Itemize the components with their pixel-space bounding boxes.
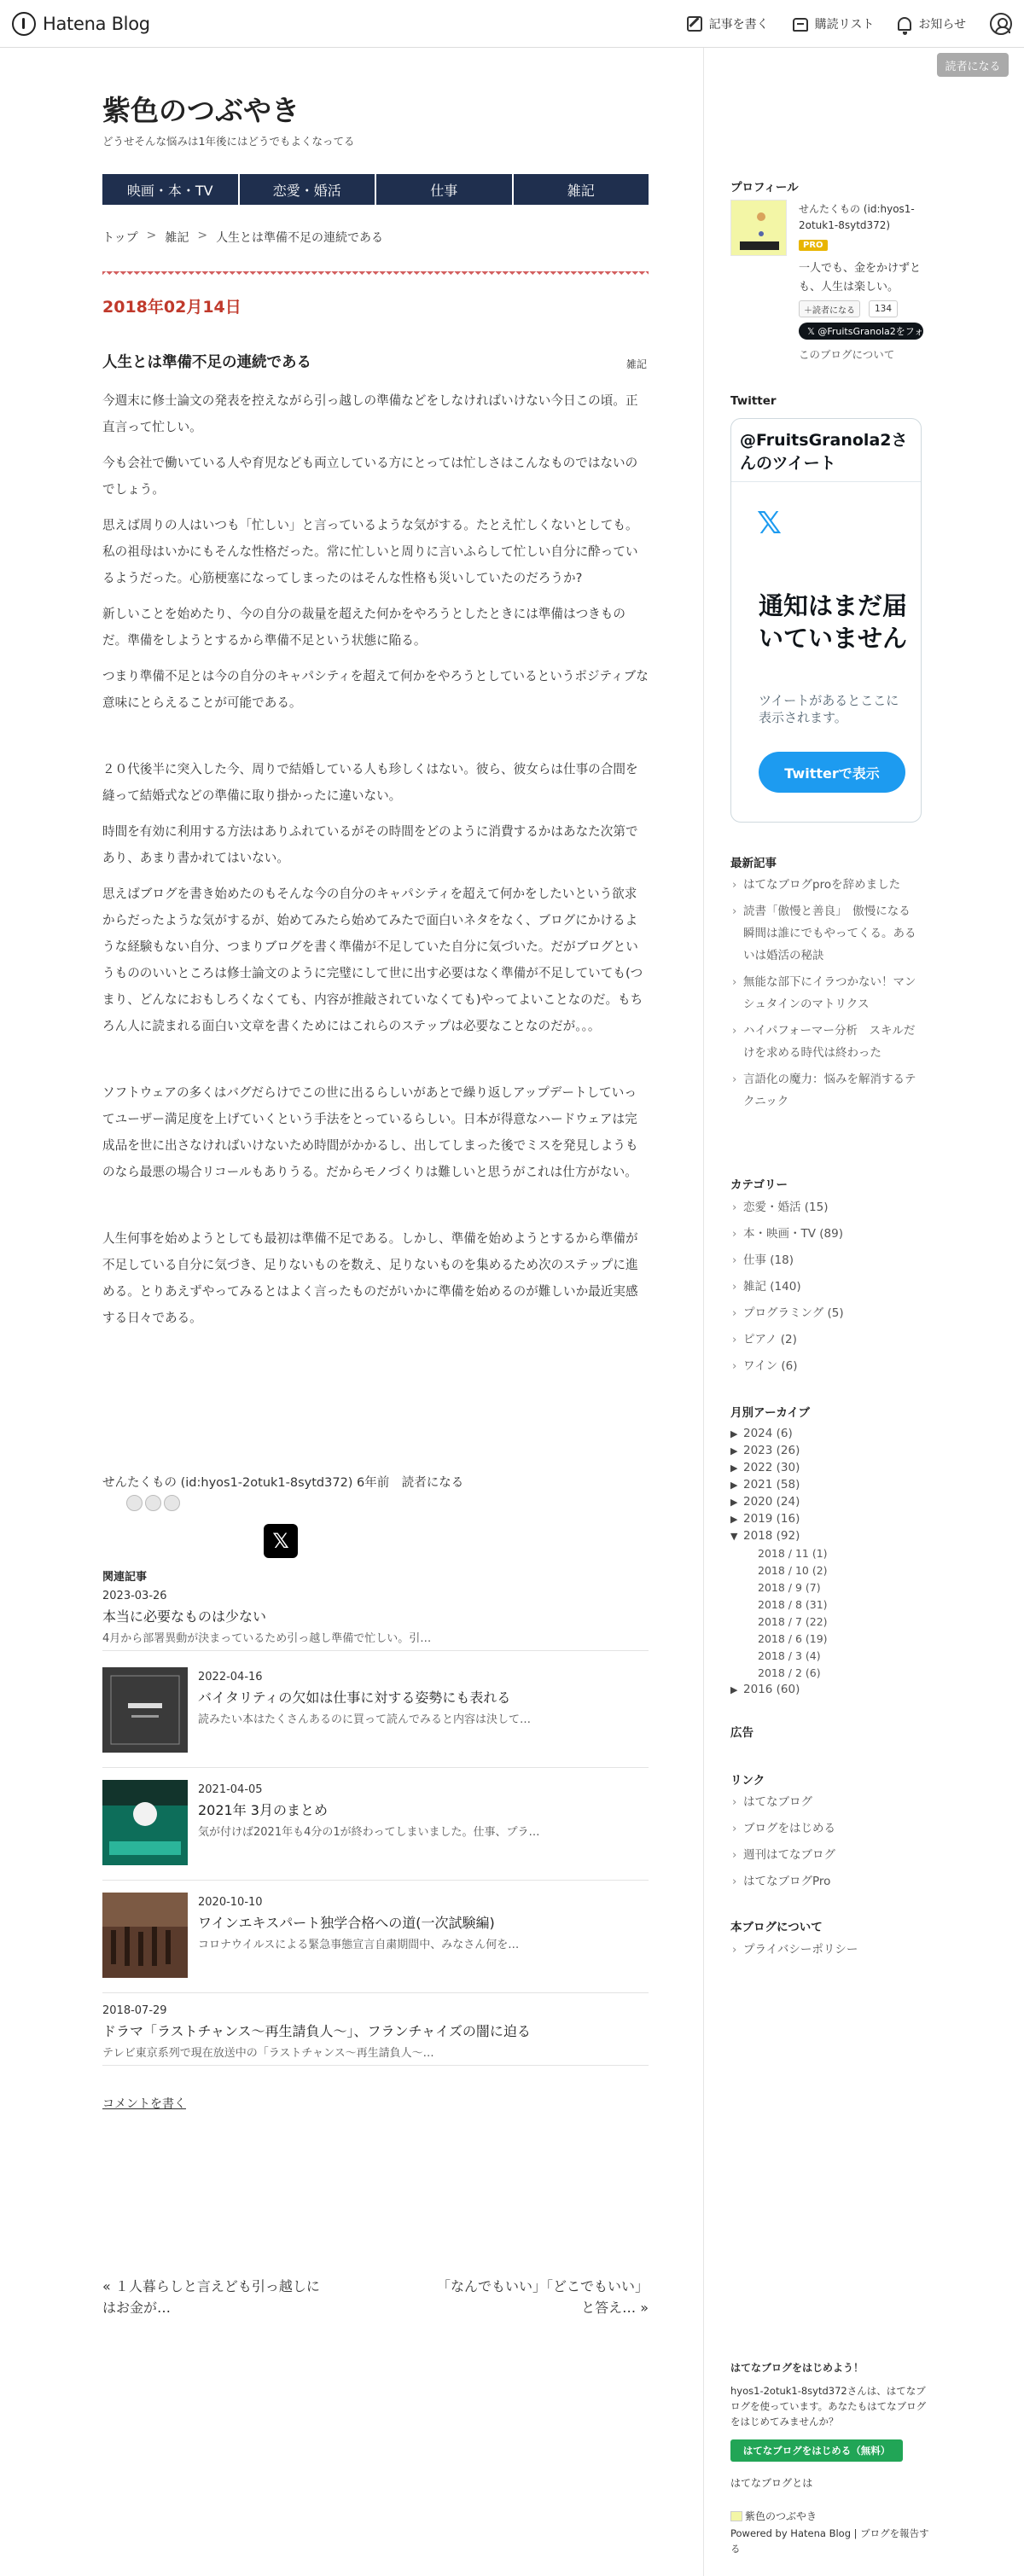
breadcrumb-top[interactable]: トップ	[102, 231, 138, 245]
ad-heading: 広告	[730, 1726, 753, 1740]
archive-year-label[interactable]: 2024 (6)	[743, 1427, 793, 1440]
category-item[interactable]: › 雑記 (140)	[737, 1278, 922, 1295]
archive-month[interactable]: 2018 / 9 (7)	[758, 1580, 821, 1594]
profile-name[interactable]: せんたくもの (id:hyos1-2otuk1-8sytd372)	[799, 203, 915, 231]
sidebar-divider	[703, 48, 704, 2576]
write-entry-link[interactable]	[687, 15, 769, 32]
recent-item[interactable]: › 無能な部下にイラつかない！マンシュタインのマトリクス	[737, 971, 922, 1015]
hatena-blog-logo[interactable]	[12, 12, 150, 36]
archive-year-label[interactable]: 2020 (24)	[743, 1495, 800, 1509]
powered-by[interactable]: Powered by Hatena Blog | ブログを報告する	[730, 2527, 929, 2555]
pager-next[interactable]: 「なんでもいい」「どこでもいい」と答え… »	[436, 2278, 649, 2316]
twitter-box-title[interactable]: @FruitsGranola2さんのツイート	[731, 419, 921, 482]
related-item[interactable]	[102, 1590, 649, 1651]
about-blog-list	[737, 1941, 922, 1968]
related-thumbnail[interactable]	[102, 1667, 188, 1753]
twitter-follow-button[interactable]: 𝕏 @FruitsGranola2をフォロー	[799, 323, 923, 340]
breadcrumb	[102, 229, 383, 246]
footer-blog-link[interactable]	[730, 2509, 817, 2523]
archive-year-label[interactable]: 2022 (30)	[743, 1461, 800, 1474]
star-avatar[interactable]	[145, 1495, 161, 1511]
entry-body	[102, 387, 649, 1340]
pencil-icon	[687, 16, 702, 32]
related-date: 2022-04-16	[198, 1671, 263, 1683]
entry-paragraph: 人生何事を始めようとしても最初は準備不足である。しかし、準備を始めようとするから準備が不足している自分に気づき、足りないものを数え、足りないものを集めるため次のステップに進める。とりあえずやってみるとはよく言ったものだがいかに準備を始めるのが難しいか最近実感する日々である。	[102, 1231, 638, 1325]
related-snippet: テレビ東京系列で現在放送中の「ラストチャンス〜再生請負人〜…	[102, 2047, 434, 2060]
user-menu[interactable]	[990, 13, 1012, 35]
footer-blog-name[interactable]: 紫色のつぶやき	[745, 2510, 817, 2522]
archive-month[interactable]: 2018 / 7 (22)	[758, 1614, 828, 1628]
links-heading: リンク	[730, 1774, 765, 1788]
archive-year-label[interactable]: 2023 (26)	[743, 1444, 800, 1457]
related-item[interactable]	[102, 1893, 649, 1993]
recent-heading: 最新記事	[730, 857, 777, 870]
triangle-right-icon[interactable]: ▶	[730, 1513, 738, 1525]
triangle-right-icon[interactable]: ▶	[730, 1683, 738, 1695]
entry-paragraph: 思えば周りの人はいつも「忙しい」と言っているような気がする。たとえ忙しくないとしても。私の祖母はいかにもそんな性格だった。常に忙しいと周りに言いふらして忙しい自分に酔っているようだった。心筋梗塞になってしまったのはそんな性格も災いしていたのだろうか?	[102, 518, 638, 585]
promo-text: hyos1-2otuk1-8sytd372さんは、はてなブログを使っています。あなたもはてなブログをはじめてみませんか？	[730, 2385, 927, 2428]
related-date: 2023-03-26	[102, 1590, 167, 1602]
archive-year[interactable]	[730, 1510, 922, 1527]
breadcrumb-current: 人生とは準備不足の連続である	[216, 231, 384, 245]
archive-year[interactable]	[730, 1459, 922, 1476]
entry-paragraph: ソフトウェアの多くはバグだらけでこの世に出るらしいがあとで繰り返しアップデートしていってユーザー満足度を上げていくという手法をとっているらしい。日本が得意なハードウェアは完成品を世に出さなければいけないため時間がかかるし、出してしまった後でミスを発見しようものなら最悪の場合リコールもありうる。だからモノづくりは難しいと思うがこれは仕方がない。	[102, 1085, 638, 1179]
notifications-label: お知らせ	[918, 18, 966, 32]
archive-year[interactable]	[730, 1442, 922, 1459]
archive-month[interactable]: 2018 / 8 (31)	[758, 1597, 828, 1611]
related-snippet: 4月から部署異動が決まっているため引っ越し準備で忙しい。引…	[102, 1632, 432, 1645]
nav-item-work[interactable]: 仕事	[376, 174, 512, 205]
related-snippet: 読みたい本はたくさんあるのに買って読んでみると内容は決して…	[198, 1713, 532, 1726]
star-avatar[interactable]	[126, 1495, 143, 1511]
blog-title[interactable]: 紫色のつぶやき	[102, 94, 300, 127]
user-icon	[990, 13, 1012, 35]
archive-month[interactable]: 2018 / 11 (1)	[758, 1546, 828, 1560]
archive-list	[730, 1425, 922, 1698]
view-on-twitter-button[interactable]: Twitterで表示	[759, 752, 905, 793]
archive-year[interactable]	[730, 1476, 922, 1493]
notifications-link[interactable]	[898, 15, 966, 32]
inbox-icon	[793, 18, 808, 32]
global-nav	[102, 174, 649, 205]
archive-year[interactable]	[730, 1493, 922, 1510]
related-thumbnail[interactable]	[102, 1780, 188, 1865]
triangle-right-icon[interactable]: ▶	[730, 1428, 738, 1439]
post-date[interactable]: 2018年02月14日	[102, 298, 241, 317]
recent-item[interactable]: › 読書「傲慢と善良」 傲慢になる瞬間は誰にでもやってくる。あるいは婚活の秘訣	[737, 900, 922, 967]
related-title[interactable]: ワインエキスパート独学合格への道(一次試験編)	[198, 1915, 495, 1931]
category-item[interactable]: › ピアノ (2)	[737, 1331, 922, 1348]
archive-year-expanded[interactable]	[730, 1527, 922, 1544]
related-date: 2021-04-05	[198, 1783, 263, 1796]
subscriber-count[interactable]: 134	[869, 300, 898, 317]
breadcrumb-separator: >	[146, 229, 157, 242]
entry-paragraph: 新しいことを始めたり、今の自分の裁量を超えた何かをやろうとしたときには準備はつきものだ。準備をしようとするから準備不足という状態に陥る。	[102, 607, 625, 648]
profile-avatar[interactable]	[730, 200, 787, 256]
nav-item-movies[interactable]: 映画・本・TV	[102, 174, 238, 205]
author-line[interactable]: せんたくもの (id:hyos1-2otuk1-8sytd372) 6年前 読者になる	[102, 1476, 464, 1490]
entry-title[interactable]: 人生とは準備不足の連続である	[102, 354, 311, 371]
related-title[interactable]: ドラマ「ラストチャンス〜再生請負人〜」、フランチャイズの闇に迫る	[102, 2023, 531, 2039]
entry-paragraph: 今週末に修士論文の発表を控えながら引っ越しの準備などをしなければいけない今日この頃。正直言って忙しい。	[102, 393, 638, 434]
related-item[interactable]	[102, 1780, 649, 1881]
triangle-right-icon[interactable]: ▶	[730, 1479, 738, 1491]
entry-paragraph: ２０代後半に突入した今、周りで結婚している人も珍しくはない。彼ら、彼女らは仕事の合間を縫って結婚式などの準備に取り掛かったに違いない。	[102, 762, 638, 803]
nav-item-misc[interactable]: 雑記	[514, 174, 649, 205]
category-list	[737, 1199, 922, 1384]
archive-heading: 月別アーカイブ	[730, 1406, 811, 1420]
related-snippet: コロナウイルスによる緊急事態宣言自粛期間中、みなさん何を…	[198, 1939, 520, 1951]
category-item[interactable]: › ワイン (6)	[737, 1358, 922, 1375]
sidebar-subscribe-button[interactable]: ＋読者になる	[799, 300, 860, 317]
profile-heading: プロフィール	[730, 181, 799, 195]
header-nav	[687, 0, 1012, 48]
related-item[interactable]	[102, 1667, 649, 1768]
x-share-button[interactable]: 𝕏	[264, 1524, 298, 1558]
related-title[interactable]: 本当に必要なものは少ない	[102, 1608, 267, 1625]
breadcrumb-separator: >	[197, 229, 208, 242]
archive-month[interactable]: 2018 / 2 (6)	[758, 1666, 821, 1679]
zigzag-divider	[102, 271, 649, 280]
related-thumbnail[interactable]	[102, 1893, 188, 1978]
related-title[interactable]: 2021年 3月のまとめ	[198, 1802, 328, 1818]
category-item[interactable]: › プログラミング (5)	[737, 1305, 922, 1322]
logo-text: Hatena Blog	[43, 14, 150, 34]
recent-item[interactable]: › はてなブログproを辞めました	[737, 874, 922, 896]
category-heading: カテゴリー	[730, 1178, 788, 1192]
twitter-heading: Twitter	[730, 394, 777, 408]
link-item[interactable]: › はてなブログ	[737, 1794, 922, 1811]
archive-year[interactable]	[730, 1681, 922, 1698]
recent-item[interactable]: › ハイパフォーマー分析 スキルだけを求める時代は終わった	[737, 1020, 922, 1064]
related-item[interactable]	[102, 2004, 649, 2066]
about-blog-heading: 本ブログについて	[730, 1921, 823, 1934]
twitter-timeline	[730, 418, 922, 823]
x-logo-icon: 𝕏	[757, 506, 783, 541]
related-date: 2020-10-10	[198, 1896, 263, 1909]
twitter-empty-title: 通知はまだ届いていません	[759, 591, 908, 653]
archive-year-label[interactable]: 2021 (58)	[743, 1478, 800, 1492]
privacy-policy-link[interactable]: › プライバシーポリシー	[737, 1941, 922, 1958]
archive-month[interactable]: 2018 / 3 (4)	[758, 1649, 821, 1662]
star-avatar[interactable]	[164, 1495, 180, 1511]
archive-month[interactable]: 2018 / 6 (19)	[758, 1631, 828, 1645]
entry-paragraph: 時間を有効に利用する方法はありふれているがその時間をどのように消費するかはあなた次第であり、あまり書かれてはいない。	[102, 824, 638, 865]
global-header	[0, 0, 1024, 48]
category-item[interactable]: › 本・映画・TV (89)	[737, 1225, 922, 1242]
pro-badge: PRO	[799, 240, 828, 251]
related-heading: 関連記事	[102, 1571, 148, 1584]
link-item[interactable]: › 週刊はてなブログ	[737, 1846, 922, 1864]
archive-year-label[interactable]: 2016 (60)	[743, 1683, 800, 1696]
recent-item[interactable]: › 言語化の魔力：悩みを解消するテクニック	[737, 1068, 922, 1113]
archive-year-label[interactable]: 2019 (16)	[743, 1512, 800, 1526]
links-list	[737, 1794, 922, 1899]
bell-icon	[898, 17, 911, 31]
entry-paragraph: 思えばブログを書き始めたのもそんな今の自分のキャパシティを超えて何かをしたいという欲求からだったような気がするが、始めてみたら始めてみたで面白いネタをなく、ブログにかけるような経験もない自分、つまりブログを書く準備が不足していた自分に気づいた。だがブログというもののいいところは修士論文のように完璧にして世に出す必要はなく準備が不足していても(つまり、どんなにおもしろくなくても、内容が推敲されていなくても)やってよいことなのだ。もちろん人に読まれる面白い文章を書くためにはこれらのステップは必要なことなのだが。。。	[102, 887, 643, 1033]
related-title[interactable]: バイタリティの欠如は仕事に対する姿勢にも表れる	[198, 1689, 511, 1706]
reader-list-link[interactable]	[793, 15, 875, 32]
triangle-right-icon[interactable]: ▶	[730, 1462, 738, 1474]
entry-paragraph: つまり準備不足とは今の自分のキャパシティを超えて何かをやろうとしているというポジティブな意味にとらえることが可能である。	[102, 669, 649, 710]
start-blog-button[interactable]: はてなブログをはじめる（無料）	[730, 2439, 903, 2462]
pager-prev[interactable]: « １人暮らしと言えども引っ越しにはお金が…	[102, 2278, 320, 2316]
twitter-empty-text: ツイートがあるとここに表示されます。	[759, 693, 899, 725]
link-item[interactable]: › はてなブログPro	[737, 1873, 922, 1890]
archive-year-label[interactable]: 2018 (92)	[743, 1529, 800, 1543]
breadcrumb-category[interactable]: 雑記	[165, 231, 189, 245]
blog-description: どうせそんな悩みは1年後にはどうでもよくなってる	[102, 135, 355, 148]
triangle-right-icon[interactable]: ▶	[730, 1445, 738, 1457]
category-item[interactable]: › 仕事 (18)	[737, 1252, 922, 1269]
entry-category[interactable]: 雑記	[626, 358, 648, 370]
recent-list	[737, 874, 922, 1117]
blog-icon	[730, 2511, 742, 2521]
archive-year[interactable]	[730, 1425, 922, 1442]
related-snippet: 気が付けば2021年も4分の1が終わってしまいました。仕事、プラ…	[198, 1826, 540, 1839]
triangle-down-icon[interactable]: ▼	[730, 1530, 738, 1542]
write-entry-label: 記事を書く	[708, 18, 769, 32]
related-date: 2018-07-29	[102, 2004, 167, 2017]
triangle-right-icon[interactable]: ▶	[730, 1496, 738, 1508]
profile-description: 一人でも、金をかけずとも、人生は楽しい。	[799, 262, 922, 294]
what-is-hatena-link[interactable]: はてなブログとは	[730, 2477, 813, 2489]
hatena-logo-icon	[12, 12, 36, 36]
archive-month[interactable]: 2018 / 10 (2)	[758, 1563, 828, 1577]
nav-item-love[interactable]: 恋愛・婚活	[240, 174, 375, 205]
promo-title: はてなブログをはじめよう！	[730, 2362, 864, 2374]
link-item[interactable]: › ブログをはじめる	[737, 1820, 922, 1837]
subscribe-button-top[interactable]: 読者になる	[937, 53, 1009, 77]
entry-paragraph: 今も会社で働いている人や育児なども両立している方にとっては忙しさはこんなものではないのでしょう。	[102, 456, 638, 497]
hatena-stars	[126, 1495, 180, 1511]
write-comment-link[interactable]: コメントを書く	[102, 2097, 186, 2111]
about-blog-link[interactable]: このブログについて	[799, 348, 895, 361]
category-item[interactable]: › 恋愛・婚活 (15)	[737, 1199, 922, 1216]
reader-list-label: 購読リスト	[814, 18, 875, 32]
